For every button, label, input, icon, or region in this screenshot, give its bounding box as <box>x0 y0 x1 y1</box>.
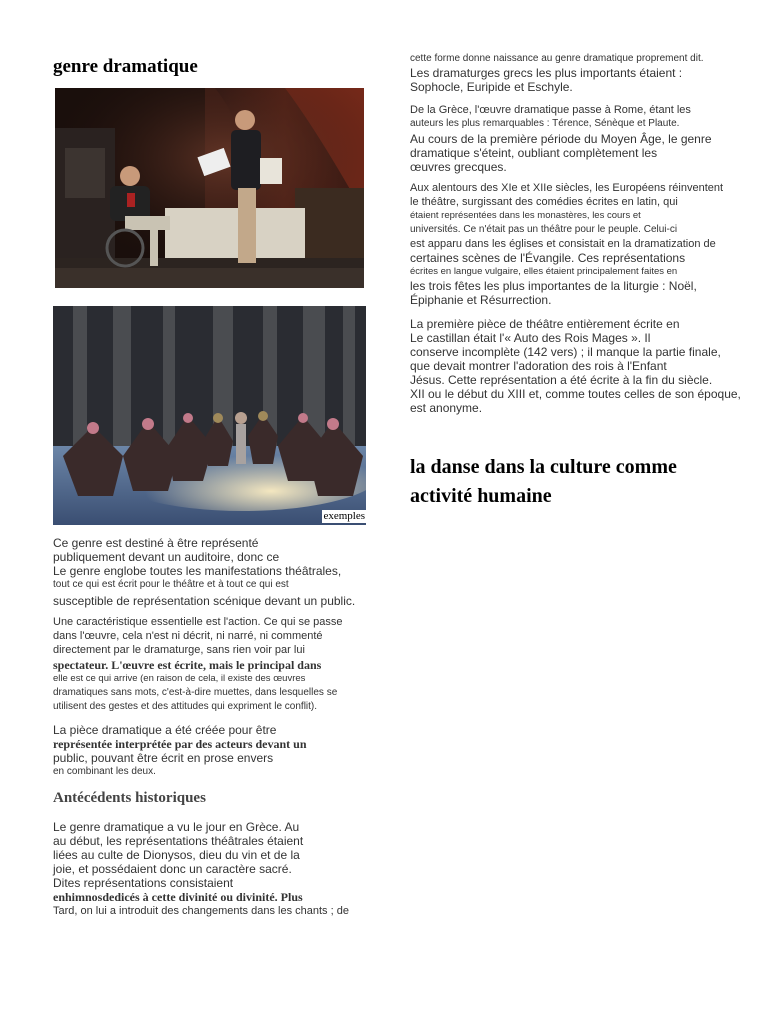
text-line: certaines scènes de l'Évangile. Ces représentations <box>410 251 686 265</box>
text-line-bold: enhimnosdedicés à cette divinité ou divinité. Plus <box>53 890 303 904</box>
text-line: conserve incomplète (142 vers) ; il manque la partie finale, <box>410 345 721 359</box>
text-line: auteurs les plus remarquables : Térence, Sénèque et Plaute. <box>410 118 680 129</box>
watermark-label: exemples <box>323 510 365 522</box>
text-line: Les dramaturges grecs les plus importants étaient : <box>410 66 683 80</box>
text-line: Le genre englobe toutes les manifestations théâtrales, <box>53 564 342 578</box>
text-line: La première pièce de théâtre entièrement écrite en <box>410 317 680 331</box>
text-line-bold: spectateur. L'œuvre est écrite, mais le principal dans <box>53 658 322 672</box>
text-line: public, pouvant être écrit en prose envers <box>53 751 274 765</box>
text-line: œuvres grecques. <box>410 160 507 174</box>
section-subtitle: Antécédents historiques <box>53 790 206 806</box>
text-line: publiquement devant un auditoire, donc ce <box>53 550 280 564</box>
paragraph-first-play <box>410 317 741 415</box>
text-line: Sophocle, Euripide et Eschyle. <box>410 80 573 94</box>
paragraph-intro <box>53 536 355 608</box>
text-line: étaient représentées dans les monastères, les cours et <box>410 210 641 221</box>
paragraph-greek <box>410 52 704 94</box>
text-line: Dites représentations consistaient <box>53 876 234 890</box>
text-line: Aux alentours des XIe et XIIe siècles, les Européens réinventent <box>410 182 724 194</box>
text-line: Le genre dramatique a vu le jour en Grèce. Au <box>53 820 300 834</box>
text-line: écrites en langue vulgaire, elles étaient principalement faites en <box>410 266 678 277</box>
text-line: La pièce dramatique a été créée pour être <box>53 723 277 737</box>
paragraph-piece <box>53 723 307 779</box>
text-line: au début, les représentations théâtrales étaient <box>53 834 304 848</box>
heading-line: activité humaine <box>410 485 552 507</box>
paragraph-action <box>53 615 342 714</box>
text-line: Ce genre est destiné à être représenté <box>53 536 259 550</box>
theatre-scene-photo <box>55 88 364 288</box>
text-line: XII ou le début du XIII et, comme toutes celles de son époque, <box>410 387 741 401</box>
text-line: en combinant les deux. <box>53 766 156 777</box>
text-line: De la Grèce, l'œuvre dramatique passe à Rome, étant les <box>410 104 691 116</box>
text-line: Au cours de la première période du Moyen Âge, le genre <box>410 132 712 146</box>
text-line: est anonyme. <box>410 401 483 415</box>
text-line: directement par le dramaturge, sans rien voir par lui <box>53 644 305 656</box>
text-line-bold: représentée interprétée par des acteurs devant un <box>53 737 307 751</box>
text-line: susceptible de représentation scénique devant un public. <box>53 594 356 608</box>
paragraph-middle-ages <box>410 181 723 307</box>
text-line: dans l'œuvre, cela n'est ni décrit, ni narré, ni commenté <box>53 630 323 642</box>
text-line: dramatiques sans mots, c'est-à-dire muettes, dans lesquelles se <box>53 687 338 698</box>
text-line: universités. Ce n'était pas un théâtre pour le peuple. Celui-ci <box>410 224 678 235</box>
text-line: joie, et possédaient donc un caractère sacré. <box>53 862 292 876</box>
text-line: les trois fêtes les plus importantes de la liturgie : Noël, <box>410 279 697 293</box>
page-title: genre dramatique <box>53 56 198 77</box>
text-line: liées au culte de Dionysos, dieu du vin et de la <box>53 848 300 862</box>
text-line: tout ce qui est écrit pour le théâtre et à tout ce qui est <box>53 579 289 590</box>
text-line: est apparu dans les églises et consistait en la dramatization de <box>410 238 716 250</box>
text-line: cette forme donne naissance au genre dramatique proprement dit. <box>410 53 704 64</box>
text-line: dramatique s'éteint, oubliant complètement les <box>410 146 658 160</box>
section-heading-dance <box>410 453 677 511</box>
paragraph-history <box>53 820 349 918</box>
text-line: Épiphanie et Résurrection. <box>410 293 552 307</box>
text-line: Tard, on lui a introduit des changements dans les chants ; de <box>53 905 349 917</box>
text-line: Une caractéristique essentielle est l'action. Ce qui se passe <box>53 616 343 628</box>
text-line: Le castillan était l'« Auto des Rois Mages ». Il <box>410 331 651 345</box>
text-line: le théâtre, surgissant des comédies écrites en latin, qui <box>410 196 678 208</box>
text-line: elle est ce qui arrive (en raison de cela, il existe des œuvres <box>53 673 306 684</box>
text-line: Jésus. Cette représentation a été écrite à la fin du siècle. <box>410 373 713 387</box>
heading-line: la danse dans la culture comme <box>410 456 677 478</box>
stage-dancers-photo <box>53 306 366 525</box>
text-line: que devait montrer l'adoration des rois à l'Enfant <box>410 359 667 373</box>
text-line: utilisent des gestes et des attitudes qui expriment le conflit). <box>53 701 318 712</box>
paragraph-rome <box>410 103 712 174</box>
